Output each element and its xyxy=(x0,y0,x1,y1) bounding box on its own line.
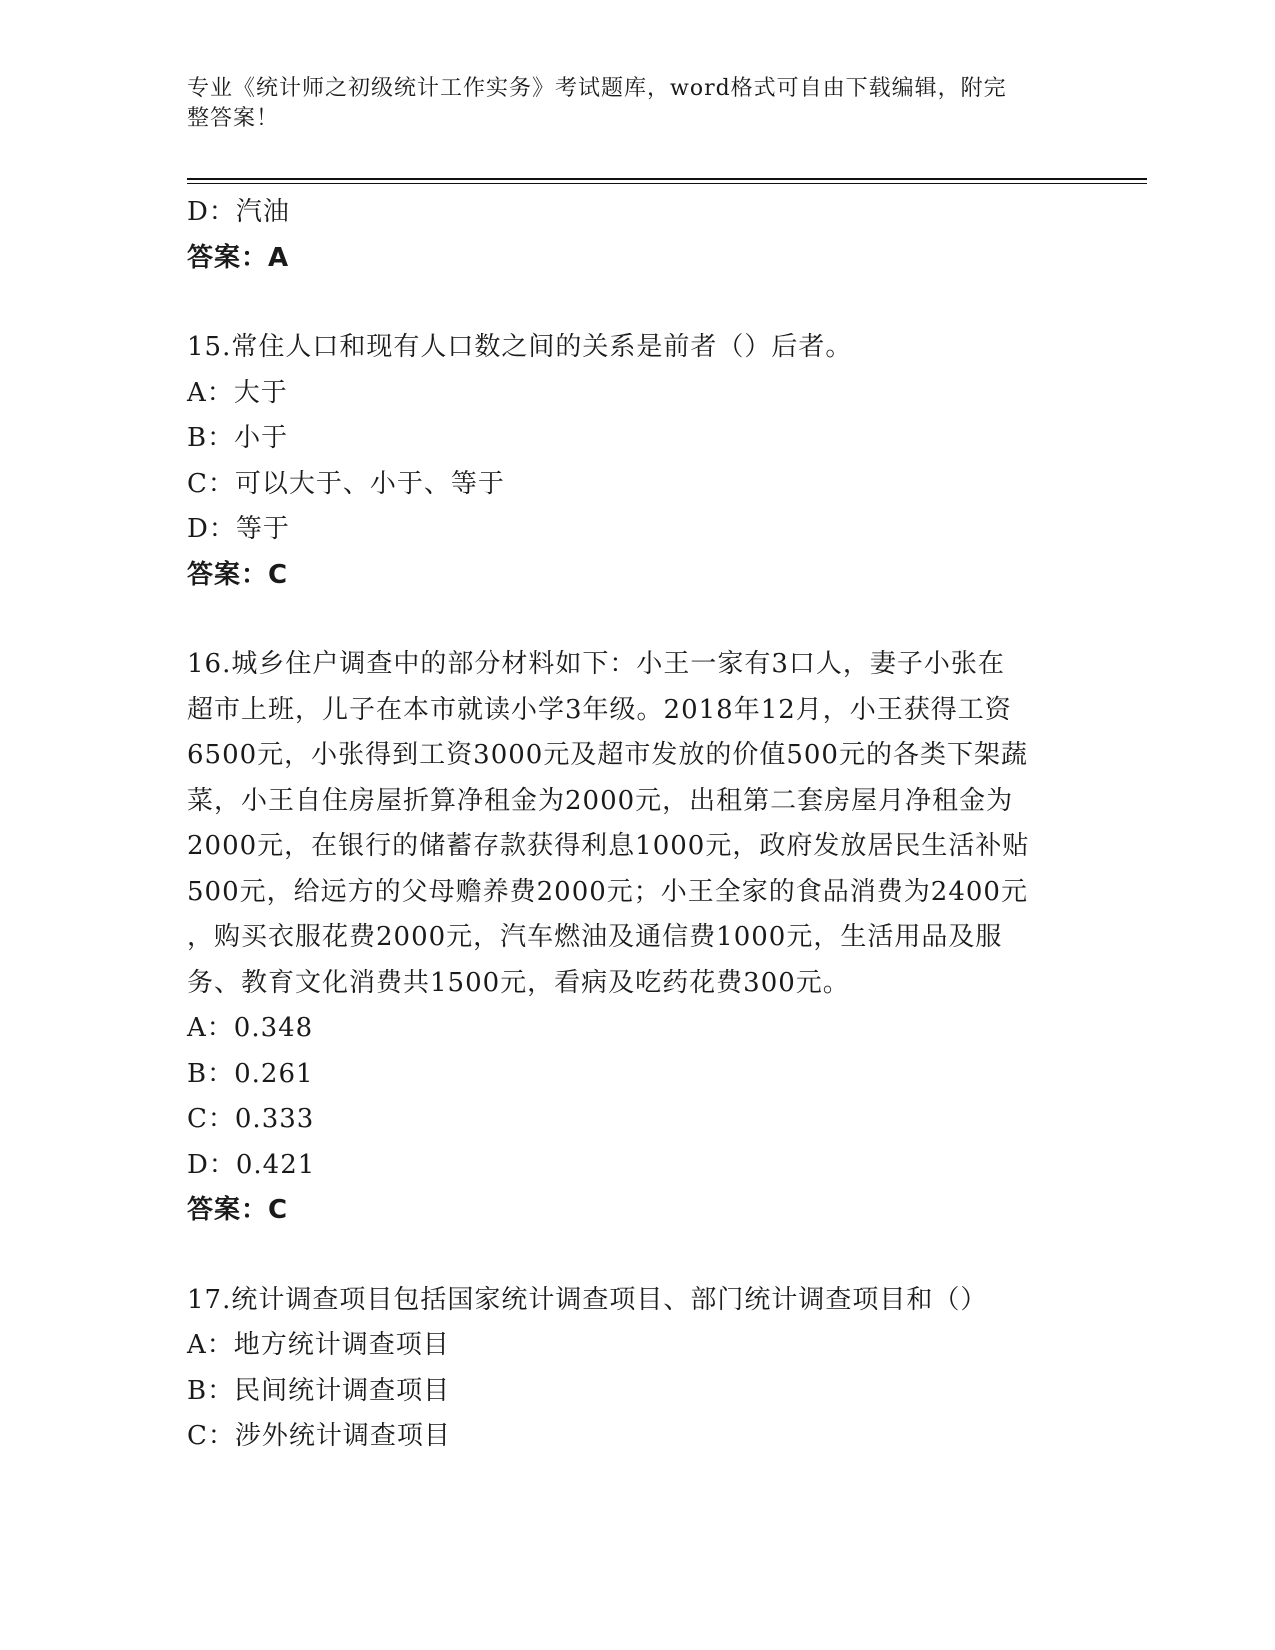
q16-option-c: C：0.333 xyxy=(187,1104,315,1134)
q16-option-a: A：0.348 xyxy=(187,1013,314,1043)
q15-option-b: B：小于 xyxy=(187,423,289,453)
page-header xyxy=(187,74,1087,134)
q16-question-line-2: 超市上班，儿子在本市就读小学3年级。2018年12月，小王获得工资 xyxy=(187,694,1012,725)
q16-question-line-5: 2000元，在银行的储蓄存款获得利息1000元，政府发放居民生活补贴 xyxy=(187,831,1030,861)
header-rule-thick xyxy=(187,178,1147,180)
q16-option-d: D：0.421 xyxy=(187,1149,316,1180)
q17-option-b: B：民间统计调查项目 xyxy=(187,1375,451,1406)
q16-answer: 答案：C xyxy=(187,1195,289,1225)
q15-option-a: A：大于 xyxy=(187,377,288,408)
question-content xyxy=(187,190,1087,1460)
q15-answer: 答案：C xyxy=(187,559,289,590)
q15-option-c: C：可以大于、小于、等于 xyxy=(187,468,505,499)
q14-answer: 答案：A xyxy=(187,242,290,273)
q17-option-c: C：涉外统计调查项目 xyxy=(187,1421,451,1451)
header-line-2: 整答案！ xyxy=(187,106,280,131)
q16-option-b: B：0.261 xyxy=(187,1058,314,1089)
q16-question-line-8: 务、教育文化消费共1500元，看病及吃药花费300元。 xyxy=(187,967,850,998)
q16-question-line-1: 16.城乡住户调查中的部分材料如下：小王一家有3口人，妻子小张在 xyxy=(187,649,1005,679)
header-rule-thin xyxy=(187,183,1147,184)
q15-option-d: D：等于 xyxy=(187,514,290,544)
q17-option-a: A：地方统计调查项目 xyxy=(187,1330,450,1360)
q16-question-line-3: 6500元，小张得到工资3000元及超市发放的价值500元的各类下架蔬 xyxy=(187,740,1028,770)
q16-question-line-7: ，购买衣服花费2000元，汽车燃油及通信费1000元，生活用品及服 xyxy=(187,922,1003,952)
q16-question-line-4: 菜，小王自住房屋折算净租金为2000元，出租第二套房屋月净租金为 xyxy=(187,785,1014,816)
q14-option-d: D：汽油 xyxy=(187,197,290,227)
q17-question: 17.统计调查项目包括国家统计调查项目、部门统计调查项目和（） xyxy=(187,1284,988,1315)
header-line-1: 专业《统计师之初级统计工作实务》考试题库，word格式可自由下载编辑，附完 xyxy=(187,76,1007,101)
q15-question: 15.常住人口和现有人口数之间的关系是前者（）后者。 xyxy=(187,332,853,362)
q16-question-line-6: 500元，给远方的父母赡养费2000元；小王全家的食品消费为2400元 xyxy=(187,876,1028,907)
